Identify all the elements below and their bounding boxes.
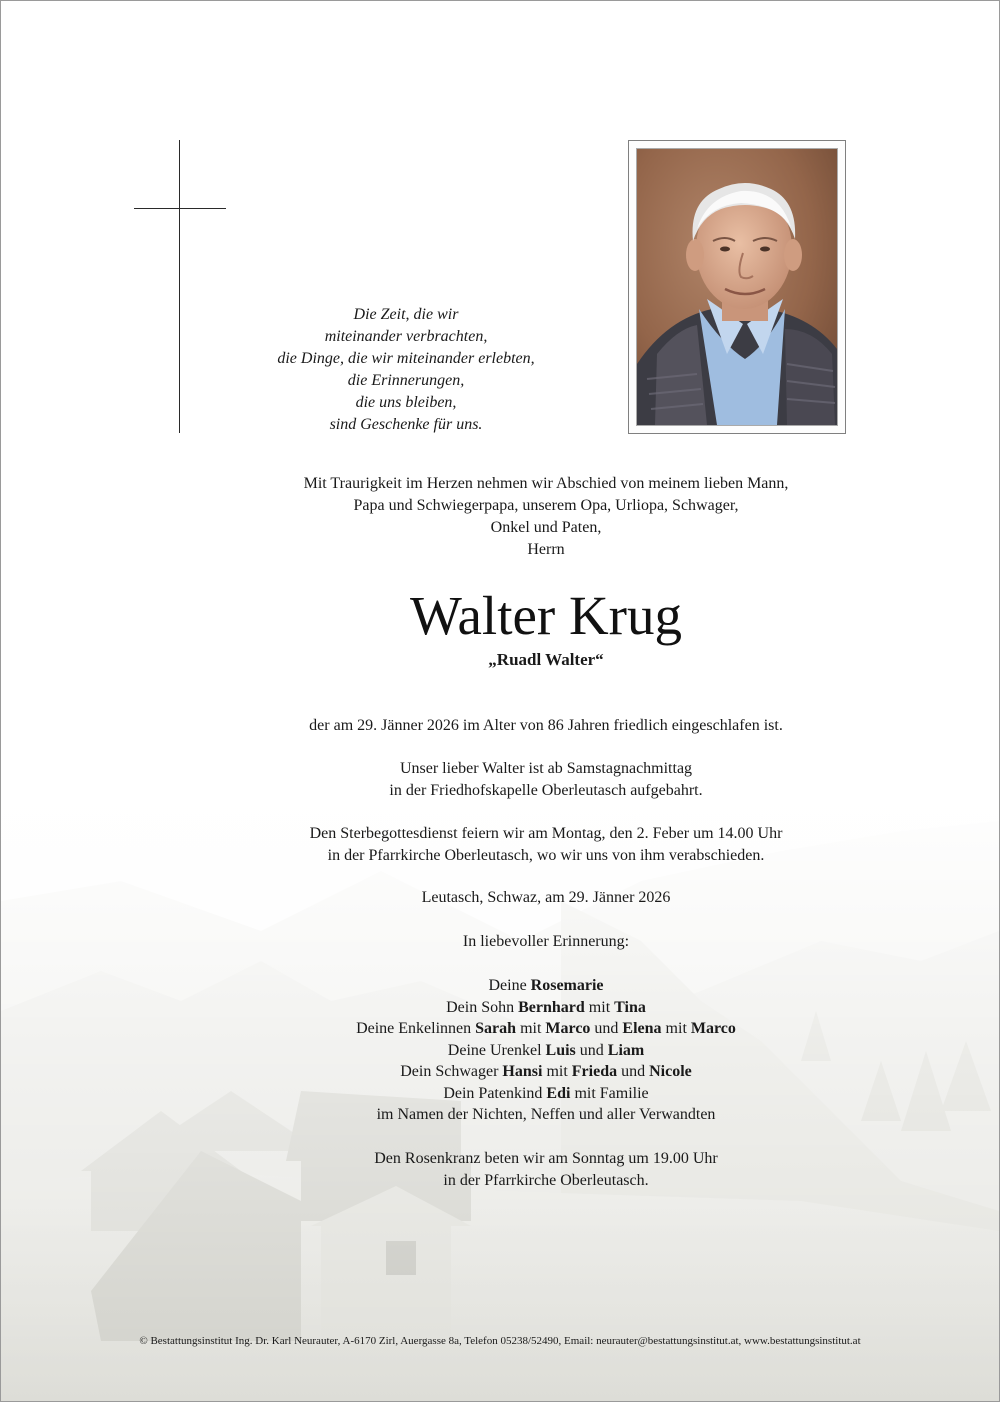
mourner-name: Elena: [622, 1020, 662, 1037]
place-date: [201, 887, 891, 909]
mourner-text: und: [575, 1041, 608, 1059]
viewing-line: in der Friedhofskapelle Oberleutasch aufgebahrt.: [389, 782, 703, 799]
mourner-text: mit Familie: [570, 1084, 649, 1102]
mourner-name: Bernhard: [518, 998, 585, 1016]
death-notice: [201, 715, 891, 737]
intro-line: Herrn: [527, 541, 565, 558]
intro-text: [201, 473, 891, 561]
poem-line: die Erinnerungen,: [347, 372, 465, 389]
mourner-text: mit: [584, 998, 615, 1016]
deceased-name: Walter Krug: [410, 585, 682, 646]
funeral-line: in der Pfarrkirche Oberleutasch, wo wir uns von ihm verabschieden.: [327, 847, 765, 864]
rosary-line: in der Pfarrkirche Oberleutasch.: [443, 1172, 649, 1189]
mourner-text: mit: [542, 1063, 572, 1080]
mourner-line: im Namen der Nichten, Neffen und aller Verwandten: [376, 1106, 716, 1123]
memory-heading-line: In liebevoller Erinnerung:: [462, 933, 630, 950]
mourner-name: Sarah: [475, 1020, 517, 1037]
mourner-text: Deine: [488, 977, 531, 994]
memory-heading: [201, 931, 891, 953]
mourner-name: Marco: [690, 1020, 736, 1037]
funeral-info: [201, 823, 891, 867]
mourner-name: Hansi: [502, 1063, 543, 1080]
rosary-line: Den Rosenkranz beten wir am Sonntag um 19.00 Uhr: [374, 1150, 718, 1167]
intro-line: Onkel und Paten,: [490, 519, 602, 536]
mourner-name: Nicole: [649, 1063, 692, 1080]
mourner-text: Dein Sohn: [446, 998, 519, 1016]
mourner-name: Marco: [545, 1020, 591, 1037]
intro-line: Mit Traurigkeit im Herzen nehmen wir Abschied von meinem lieben Mann,: [303, 475, 789, 492]
death-line: der am 29. Jänner 2026 im Alter von 86 Jahren friedlich eingeschlafen ist.: [309, 717, 783, 734]
mourner-line: [201, 1061, 891, 1083]
mourner-text: und: [590, 1020, 623, 1037]
cross-horizontal-bar: [134, 208, 226, 209]
portrait-photo: [636, 148, 838, 426]
mourner-line: [201, 975, 891, 997]
mourner-name: Tina: [614, 998, 646, 1016]
rosary-info: [201, 1148, 891, 1192]
mourner-line: [201, 1040, 891, 1062]
mourner-name: Frieda: [571, 1063, 618, 1080]
mourner-name: Liam: [607, 1041, 645, 1059]
mourners-list: [201, 975, 891, 1126]
intro-line: Papa und Schwiegerpapa, unserem Opa, Urliopa, Schwager,: [353, 497, 739, 514]
cross-vertical-bar: [179, 140, 180, 433]
mourner-name: Edi: [546, 1084, 571, 1102]
footer-imprint: © Bestattungsinstitut Ing. Dr. Karl Neurauter, A-6170 Zirl, Auergasse 8a, Telefon 05238/52490, Email: neurauter@bestattungsinstitut.at, www.bestattungsinstitut.at: [139, 1335, 861, 1347]
poem-line: die uns bleiben,: [355, 394, 457, 411]
mourner-line: [201, 1018, 891, 1040]
portrait-frame: [628, 140, 846, 434]
mourner-text: Dein Patenkind: [443, 1084, 547, 1102]
mourner-name: Luis: [545, 1041, 576, 1059]
mourner-text: und: [617, 1063, 650, 1080]
mourner-name: Rosemarie: [530, 977, 604, 994]
mourner-line: [201, 1083, 891, 1105]
mourner-text: Dein Schwager: [400, 1063, 503, 1080]
funeral-line: Den Sterbegottesdienst feiern wir am Montag, den 2. Feber um 14.00 Uhr: [309, 825, 783, 842]
mourner-text: mit: [661, 1020, 691, 1037]
mourner-text: mit: [516, 1020, 546, 1037]
mourner-line: [201, 997, 891, 1019]
poem-line: sind Geschenke für uns.: [329, 416, 483, 433]
place-date-line: Leutasch, Schwaz, am 29. Jänner 2026: [421, 889, 671, 906]
poem: [231, 304, 581, 436]
deceased-nickname: „Ruadl Walter“: [488, 650, 604, 669]
viewing-line: Unser lieber Walter ist ab Samstagnachmittag: [399, 760, 693, 777]
mourner-text: Deine Enkelinnen: [356, 1020, 476, 1037]
poem-line: die Dinge, die wir miteinander erlebten,: [277, 350, 535, 367]
poem-line: Die Zeit, die wir: [353, 306, 459, 323]
mourner-text: Deine Urenkel: [447, 1041, 546, 1059]
poem-line: miteinander verbrachten,: [324, 328, 488, 345]
viewing-info: [201, 758, 891, 802]
